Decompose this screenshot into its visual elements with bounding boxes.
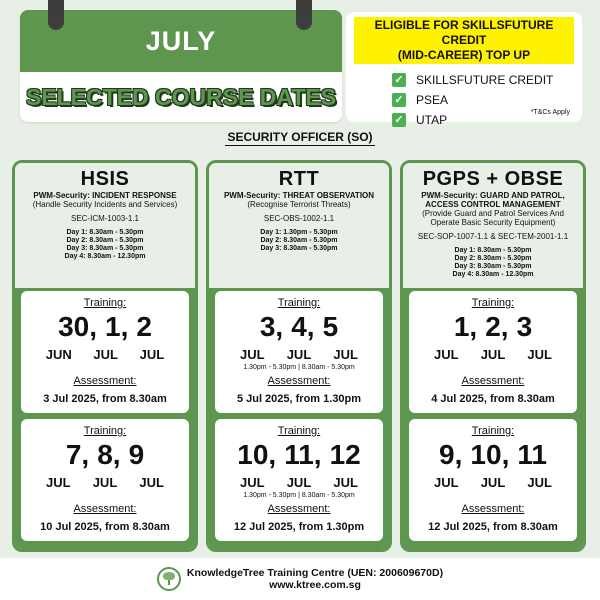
tree-logo-icon [157, 567, 181, 591]
month-label: JUL [139, 475, 164, 490]
training-months [215, 475, 383, 490]
date-number: 3 [516, 311, 533, 342]
month-label: JUL [286, 475, 312, 490]
assessment-date: 12 Jul 2025, from 8.30am [428, 521, 558, 533]
course-name: HSIS [80, 168, 130, 190]
credit-title-line1: ELIGIBLE FOR SKILLSFUTURE CREDIT [374, 18, 554, 47]
day-time: Day 1: 8.30am - 5.30pm [454, 247, 532, 254]
training-months [21, 475, 189, 490]
course-name: PGPS + OBSE [422, 168, 564, 190]
date-number: 10 [470, 439, 502, 470]
course-header [403, 163, 583, 288]
training-months [409, 475, 577, 490]
module-title-line2: ACCESS CONTROL MANAGEMENT [425, 200, 561, 209]
month-label: JUL [434, 475, 459, 490]
section-title: SECURITY OFFICER (SO) [227, 130, 373, 144]
course-header [209, 163, 389, 288]
month-label: JUN [45, 347, 72, 362]
module-title: PWM-Security: INCIDENT RESPONSE [33, 191, 177, 200]
credit-item-label: UTAP [416, 113, 448, 127]
course-code: SEC-ICM-1003-1.1 [70, 214, 140, 223]
month-banner [20, 10, 342, 72]
day-schedule [407, 247, 579, 279]
module-description: (Provide Guard and Patrol Services And [422, 209, 564, 218]
day-schedule [213, 229, 385, 253]
assessment-label: Assessment: [267, 503, 331, 515]
training-label: Training: [83, 297, 127, 309]
assessment-label: Assessment: [461, 503, 525, 515]
training-dates: 30 , 1 , 2 [58, 311, 152, 342]
skillsfuture-credit-box [346, 12, 582, 127]
course-code: SEC-SOP-1007-1.1 & SEC-TEM-2001-1.1 [417, 232, 569, 241]
date-number: 5 [322, 311, 339, 342]
month-label: JUL [480, 475, 506, 490]
assessment-date: 5 Jul 2025, from 1.30pm [236, 393, 362, 405]
training-dates: 7 , 8 , 9 [65, 439, 145, 470]
training-label: Training: [83, 425, 127, 437]
calendar-ring-icon [48, 0, 64, 30]
date-number: 8 [97, 439, 113, 470]
date-number: 11 [284, 439, 314, 470]
assessment-label: Assessment: [461, 375, 525, 387]
date-number: 2 [485, 311, 501, 342]
module-title: PWM-Security: GUARD AND PATROL, [421, 191, 565, 200]
session-times: 1.30pm - 5.30pm | 8.30am - 5.30pm [243, 364, 355, 371]
day-time: Day 3: 8.30am - 5.30pm [260, 245, 338, 252]
website-link[interactable]: www.ktree.com.sg [269, 579, 361, 591]
credit-item-label: PSEA [416, 93, 449, 107]
day-time: Day 4: 8.30am - 12.30pm [64, 253, 146, 260]
date-number: 4 [291, 311, 307, 342]
training-months [409, 347, 577, 362]
module-description-line2: Operate Basic Security Equipment) [430, 218, 556, 227]
assessment-date: 10 Jul 2025, from 8.30am [40, 521, 170, 533]
course-column [12, 160, 198, 552]
credit-title [354, 17, 574, 64]
month-label: JUL [434, 347, 459, 362]
list-item [392, 70, 574, 90]
date-number: 30 [58, 311, 90, 342]
date-number: 1 [453, 311, 470, 342]
footer-text [187, 567, 443, 591]
credit-title-line2: (MID-CAREER) TOP UP [397, 48, 531, 62]
terms-note: *T&Cs Apply [530, 109, 570, 116]
footer [0, 558, 600, 600]
month-label: JUL [93, 347, 118, 362]
training-label: Training: [471, 425, 515, 437]
session-card [409, 419, 577, 541]
training-dates: 9 , 10 , 11 [439, 439, 547, 470]
training-label: Training: [277, 297, 321, 309]
day-schedule [19, 229, 191, 261]
month-label: JUL [527, 347, 552, 362]
module-description: (Recognise Terrorist Threats) [247, 200, 351, 209]
assessment-label: Assessment: [73, 503, 137, 515]
month-label: JUL [139, 347, 165, 362]
date-number: 9 [128, 439, 145, 470]
day-time: Day 4: 8.30am - 12.30pm [452, 271, 534, 278]
assessment-date: 3 Jul 2025, from 8.30am [43, 393, 167, 405]
date-number: 1 [105, 311, 121, 342]
month-label: JUL [240, 475, 265, 490]
training-label: Training: [277, 425, 321, 437]
date-number: 2 [136, 311, 152, 342]
assessment-date: 12 Jul 2025, from 1.30pm [233, 521, 365, 533]
training-label: Training: [471, 297, 515, 309]
date-number: 12 [329, 439, 361, 470]
course-name: RTT [278, 168, 320, 190]
month-label: JUL [286, 347, 312, 362]
month-calendar-card [20, 10, 342, 122]
day-time: Day 2: 8.30am - 5.30pm [66, 237, 144, 244]
month-label: JUL [92, 475, 118, 490]
assessment-label: Assessment: [73, 375, 137, 387]
month-label: JUL [480, 347, 506, 362]
checkmark-icon: ✓ [392, 93, 406, 107]
assessment-label: Assessment: [267, 375, 331, 387]
course-column [400, 160, 586, 552]
checkmark-icon: ✓ [392, 113, 406, 127]
session-card [21, 291, 189, 413]
list-item [392, 90, 574, 110]
checkmark-icon: ✓ [392, 73, 406, 87]
calendar-ring-icon [296, 0, 312, 30]
month-label: JUL [240, 347, 265, 362]
month-label: JUL [46, 475, 71, 490]
session-card [409, 291, 577, 413]
training-months [215, 347, 383, 362]
date-number: 7 [65, 439, 82, 470]
training-dates: 10 , 11 , 12 [237, 439, 361, 470]
day-time: Day 3: 8.30am - 5.30pm [454, 263, 532, 270]
assessment-date: 4 Jul 2025, from 8.30am [431, 393, 555, 405]
day-time: Day 3: 8.30am - 5.30pm [66, 245, 144, 252]
day-time: Day 2: 8.30am - 5.30pm [260, 237, 338, 244]
training-months [21, 347, 189, 362]
credit-list [354, 70, 574, 130]
session-times: 1.30pm - 5.30pm | 8.30am - 5.30pm [243, 492, 355, 499]
month-label: JUL [333, 475, 358, 490]
course-code: SEC-OBS-1002-1.1 [263, 214, 335, 223]
date-number: 3 [259, 311, 276, 342]
module-title: PWM-Security: THREAT OBSERVATION [223, 191, 375, 200]
module-description: (Handle Security Incidents and Services) [32, 200, 178, 209]
day-time: Day 2: 8.30am - 5.30pm [454, 255, 532, 262]
date-number: 11 [517, 439, 547, 470]
course-header [15, 163, 195, 288]
session-card [215, 291, 383, 413]
date-number: 9 [439, 439, 455, 470]
company-name: KnowledgeTree Training Centre (UEN: 200609670D) [186, 567, 444, 579]
subtitle-area [20, 72, 342, 122]
day-time: Day 1: 8.30am - 5.30pm [66, 229, 144, 236]
month-title: JULY [145, 25, 217, 56]
session-card [215, 419, 383, 541]
training-dates: 3 , 4 , 5 [259, 311, 339, 342]
training-dates: 1 , 2 , 3 [453, 311, 533, 342]
month-label: JUL [527, 475, 552, 490]
credit-item-label: SKILLSFUTURE CREDIT [416, 73, 554, 87]
page-subtitle: SELECTED COURSE DATES [25, 83, 337, 110]
day-time: Day 1: 1.30pm - 5.30pm [260, 229, 338, 236]
course-column [206, 160, 392, 552]
month-label: JUL [333, 347, 358, 362]
session-card [21, 419, 189, 541]
date-number: 10 [237, 439, 269, 470]
